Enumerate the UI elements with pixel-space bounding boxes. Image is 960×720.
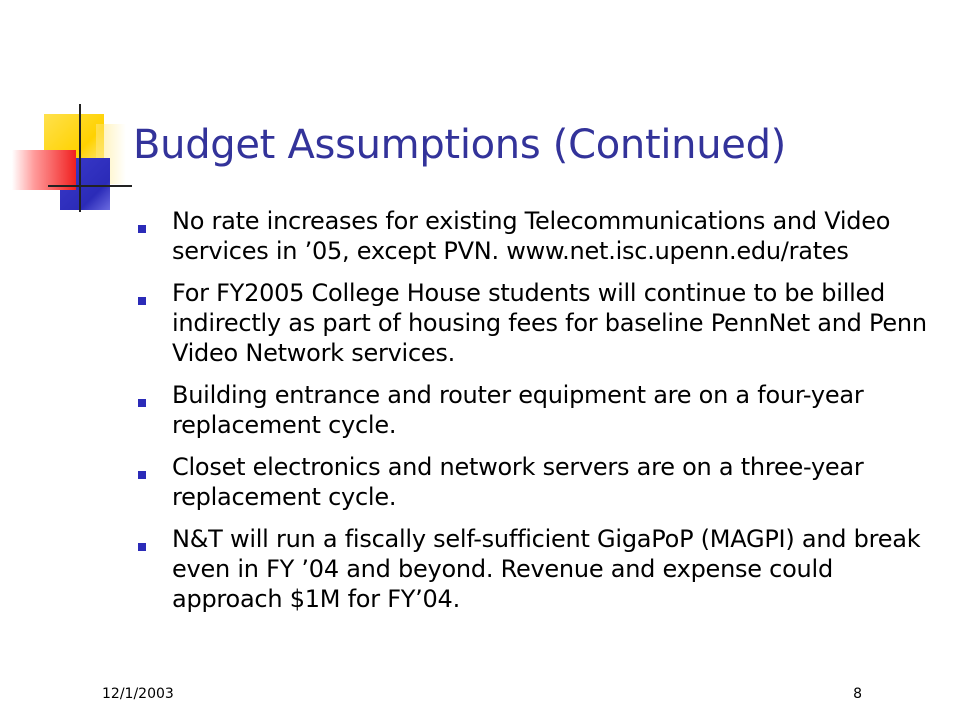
bullet-text: No rate increases for existing Telecommunications and Video services in ’05, except PVN. www.net.isc.upenn.edu/rates: [172, 207, 891, 265]
bullet-item: [130, 380, 940, 440]
bullet-item: [130, 278, 940, 368]
bullet-item: [130, 206, 940, 266]
colored-squares-logo-icon: [0, 0, 140, 220]
square-bullet-icon: [138, 225, 146, 233]
square-bullet-icon: [138, 543, 146, 551]
bullet-item: [130, 452, 940, 512]
logo-horizontal-line: [48, 185, 132, 187]
bullet-list: [130, 206, 940, 626]
red-square-shape: [12, 150, 76, 190]
square-bullet-icon: [138, 297, 146, 305]
logo-vertical-line: [79, 104, 81, 212]
bullet-text: For FY2005 College House students will continue to be billed indirectly as part of housing fees for baseline PennNet and Penn Video Network services.: [172, 279, 927, 367]
footer-date: 12/1/2003: [102, 686, 174, 702]
slide-title: Budget Assumptions (Continued): [133, 122, 786, 168]
bullet-text: Closet electronics and network servers are on a three-year replacement cycle.: [172, 453, 864, 511]
square-bullet-icon: [138, 471, 146, 479]
square-bullet-icon: [138, 399, 146, 407]
bullet-text: Building entrance and router equipment are on a four-year replacement cycle.: [172, 381, 864, 439]
page-number: 8: [853, 686, 862, 702]
bullet-item: [130, 524, 940, 614]
bullet-text: N&T will run a fiscally self-sufficient GigaPoP (MAGPI) and break even in FY ’04 and beyond. Revenue and expense could approach $1M for FY’04.: [172, 525, 921, 613]
